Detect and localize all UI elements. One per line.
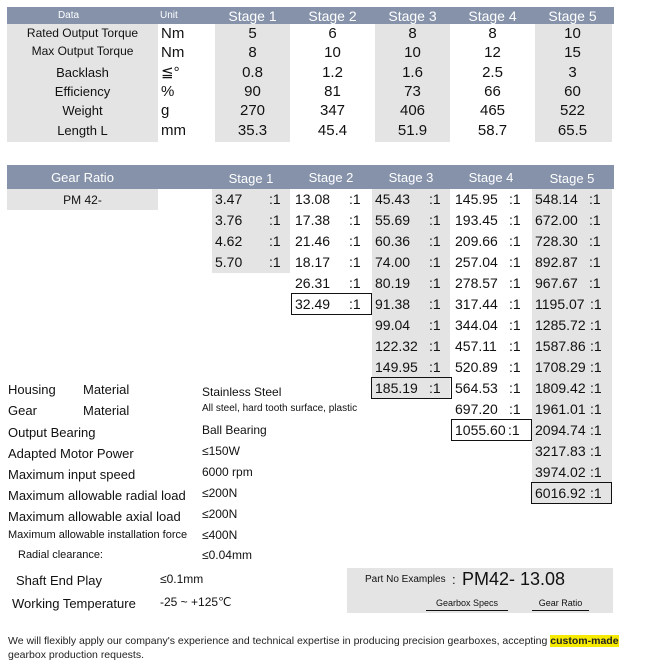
spec-header-stage-1: Stage 1 — [228, 8, 277, 24]
property-label: Adapted Motor Power — [8, 446, 134, 461]
ratio-value: 1195.07 — [535, 296, 585, 312]
spec-value: 3 — [568, 64, 577, 81]
ratio-suffix: :1 — [429, 317, 441, 333]
property-value: -25 ~ +125℃ — [160, 595, 232, 609]
spec-header-stage-2: Stage 2 — [308, 8, 357, 24]
spec-header-stage-4: Stage 4 — [468, 8, 517, 24]
ratio-value: 5.70 — [215, 254, 243, 270]
property-value: ≤0.04mm — [202, 548, 252, 562]
ratio-value: 3974.02 — [535, 464, 586, 480]
property-value: ≤150W — [202, 444, 240, 458]
spec-header-stage-3: Stage 3 — [388, 8, 437, 24]
ratio-value: 457.11 — [455, 338, 497, 354]
property-label: Housing — [8, 382, 56, 397]
ratio-box-stage-4 — [451, 419, 532, 441]
property-value: 6000 rpm — [202, 465, 253, 479]
spec-header-data: Data — [57, 10, 80, 21]
ratio-suffix: :1 — [589, 254, 601, 270]
ratio-value: 17.38 — [295, 212, 331, 228]
ratio-suffix: :1 — [590, 296, 602, 312]
part-no-colon: : — [452, 572, 456, 587]
ratio-value: 55.69 — [375, 212, 411, 228]
part-no-label: Part No Examples — [365, 574, 446, 585]
ratio-value: 32.49 — [295, 296, 331, 312]
ratio-suffix: :1 — [590, 443, 602, 459]
ratio-suffix: :1 — [509, 254, 521, 270]
property-label: Gear — [8, 403, 37, 418]
part-no-model-caption: Gearbox Specs — [435, 598, 499, 608]
spec-header-stage-5: Stage 5 — [548, 8, 597, 24]
ratio-value: 1961.01 — [535, 401, 586, 417]
ratio-value: 548.14 — [535, 191, 578, 207]
property-label: Output Bearing — [8, 425, 96, 440]
spec-value: 1.2 — [322, 64, 343, 81]
part-no-ratio: 13.08 — [520, 569, 566, 589]
ratio-suffix: :1 — [269, 254, 281, 270]
ratio-suffix: :1 — [589, 212, 601, 228]
spec-unit: Nm — [161, 25, 185, 42]
ratio-suffix: :1 — [429, 212, 441, 228]
ratio-suffix: :1 — [429, 380, 441, 396]
spec-value: 15 — [564, 44, 581, 61]
ratio-box-stage-2 — [291, 293, 372, 315]
footer-note — [8, 634, 644, 662]
ratio-header-stage-5: Stage 5 — [549, 171, 595, 186]
ratio-value: 185.19 — [375, 380, 418, 396]
ratio-value: 1587.86 — [535, 338, 586, 354]
spec-unit: % — [161, 83, 175, 100]
ratio-value: 2094.74 — [535, 422, 586, 438]
ratio-value: 45.43 — [375, 191, 411, 207]
ratio-value: 60.36 — [375, 233, 411, 249]
footer-highlight: custom-made — [550, 635, 619, 647]
ratio-suffix: :1 — [509, 191, 521, 207]
ratio-value: 3.76 — [215, 212, 243, 228]
ratio-suffix: :1 — [349, 296, 361, 312]
spec-header-unit: Unit — [160, 10, 178, 21]
property-sublabel: Material — [83, 403, 130, 418]
ratio-suffix: :1 — [509, 296, 521, 312]
ratio-value: 697.20 — [455, 401, 498, 417]
spec-value: 10 — [564, 25, 581, 42]
spec-value: 45.4 — [317, 122, 348, 139]
part-no-model: PM42- — [462, 569, 516, 589]
ratio-value: 18.17 — [295, 254, 331, 270]
ratio-value: 1809.42 — [535, 380, 586, 396]
ratio-value: 26.31 — [295, 275, 331, 291]
ratio-suffix: :1 — [349, 275, 361, 291]
ratio-header-stage-2: Stage 2 — [308, 170, 354, 185]
spec-value: 2.5 — [482, 64, 503, 81]
property-value: ≤200N — [202, 486, 238, 500]
ratio-suffix: :1 — [590, 464, 602, 480]
spec-value: 406 — [399, 102, 426, 119]
spec-value: 5 — [248, 25, 257, 42]
spec-value: 10 — [404, 44, 421, 61]
ratio-value: 257.04 — [455, 254, 498, 270]
ratio-suffix: :1 — [590, 338, 602, 354]
ratio-suffix: :1 — [269, 191, 281, 207]
spec-unit: g — [161, 102, 170, 119]
spec-value: 522 — [559, 102, 586, 119]
spec-value: 465 — [479, 102, 506, 119]
spec-label: Weight — [62, 103, 103, 118]
spec-value: 51.9 — [397, 122, 428, 139]
ratio-suffix: :1 — [269, 212, 281, 228]
spec-value: 66 — [484, 83, 501, 100]
spec-value: 90 — [244, 83, 261, 100]
property-value: Stainless Steel — [202, 385, 282, 399]
ratio-value: 1708.29 — [535, 359, 586, 375]
spec-unit: ≦° — [161, 64, 180, 81]
ratio-suffix: :1 — [349, 191, 361, 207]
spec-unit: mm — [161, 122, 186, 139]
ratio-value: 13.08 — [295, 191, 331, 207]
ratio-value: 6016.92 — [535, 485, 586, 501]
ratio-suffix: :1 — [509, 401, 521, 417]
spec-label: Max Output Torque — [31, 44, 134, 58]
property-value: ≤0.1mm — [160, 572, 204, 586]
ratio-suffix: :1 — [429, 191, 441, 207]
ratio-value: 728.30 — [535, 233, 578, 249]
ratio-header-stage-3: Stage 3 — [388, 170, 434, 185]
spec-value: 1.6 — [402, 64, 423, 81]
spec-value: 0.8 — [242, 64, 263, 81]
ratio-suffix: :1 — [509, 212, 521, 228]
property-label: Maximum input speed — [8, 467, 136, 482]
ratio-suffix: :1 — [508, 422, 520, 438]
ratio-value: 3.47 — [215, 191, 243, 207]
spec-label: Efficiency — [54, 84, 111, 99]
ratio-suffix: :1 — [349, 212, 361, 228]
ratio-suffix: :1 — [590, 401, 602, 417]
property-label: Maximum allowable radial load — [8, 488, 186, 503]
property-label: Radial clearance: — [18, 549, 103, 561]
property-label: Maximum allowable installation force — [8, 529, 188, 541]
ratio-suffix: :1 — [509, 359, 521, 375]
ratio-value: 149.95 — [375, 359, 418, 375]
spec-value: 8 — [488, 25, 497, 42]
spec-value: 60 — [564, 83, 581, 100]
spec-value: 8 — [248, 44, 257, 61]
ratio-suffix: :1 — [429, 338, 441, 354]
property-value: ≤200N — [202, 507, 238, 521]
ratio-value: 80.19 — [375, 275, 411, 291]
spec-label: Length L — [57, 123, 108, 138]
spec-value: 35.3 — [237, 122, 268, 139]
ratio-suffix: :1 — [590, 317, 602, 333]
ratio-value: 91.38 — [375, 296, 411, 312]
property-value: ≤400N — [202, 528, 238, 542]
ratio-header-stage-1: Stage 1 — [228, 171, 274, 186]
ratio-value: 193.45 — [455, 212, 498, 228]
spec-label: Backlash — [56, 65, 109, 80]
ratio-value: 1285.72 — [535, 317, 586, 333]
property-value: Ball Bearing — [202, 423, 267, 437]
ratio-suffix: :1 — [589, 233, 601, 249]
ratio-value: 3217.83 — [535, 443, 586, 459]
spec-value: 58.7 — [477, 122, 508, 139]
ratio-suffix: :1 — [429, 275, 441, 291]
ratio-suffix: :1 — [590, 485, 602, 501]
spec-value: 347 — [319, 102, 346, 119]
ratio-value: 672.00 — [535, 212, 578, 228]
ratio-suffix: :1 — [509, 380, 521, 396]
ratio-suffix: :1 — [509, 233, 521, 249]
footer-text-before: We will flexibly apply our company's experience and technical expertise in producing precision gearboxes, accepting — [8, 635, 551, 647]
spec-value: 6 — [328, 25, 337, 42]
ratio-suffix: :1 — [429, 254, 441, 270]
ratio-value: 1055.60 — [455, 422, 506, 438]
property-label: Maximum allowable axial load — [8, 509, 181, 524]
spec-value: 65.5 — [557, 122, 588, 139]
ratio-value: 344.04 — [455, 317, 498, 333]
footer-text-after: gearbox production requests. — [8, 649, 145, 661]
ratio-suffix: :1 — [509, 275, 521, 291]
ratio-suffix: :1 — [429, 359, 441, 375]
spec-unit: Nm — [161, 44, 185, 61]
property-label: Shaft End Play — [16, 573, 102, 588]
spec-value: 73 — [404, 83, 421, 100]
ratio-value: 278.57 — [455, 275, 498, 291]
ratio-suffix: :1 — [509, 317, 521, 333]
ratio-value: 967.67 — [535, 275, 578, 291]
ratio-header-stage-4: Stage 4 — [468, 170, 514, 185]
ratio-suffix: :1 — [590, 422, 602, 438]
ratio-value: 317.44 — [455, 296, 498, 312]
ratio-suffix: :1 — [589, 275, 601, 291]
spec-value: 270 — [239, 102, 266, 119]
part-no-ratio-caption: Gear Ratio — [538, 598, 583, 608]
spec-value: 8 — [408, 25, 417, 42]
spec-value: 10 — [324, 44, 341, 61]
ratio-value: 99.04 — [375, 317, 411, 333]
ratio-value: 892.87 — [535, 254, 578, 270]
ratio-value: 520.89 — [455, 359, 498, 375]
ratio-value: 21.46 — [295, 233, 331, 249]
ratio-suffix: :1 — [589, 191, 601, 207]
ratio-box-stage-3 — [371, 377, 452, 399]
ratio-value: 564.53 — [455, 380, 498, 396]
ratio-suffix: :1 — [590, 380, 602, 396]
property-label: Working Temperature — [12, 596, 136, 611]
ratio-suffix: :1 — [429, 296, 441, 312]
ratio-value: 122.32 — [375, 338, 418, 354]
ratio-box-stage-5 — [531, 482, 612, 504]
spec-label: Rated Output Torque — [26, 26, 139, 40]
ratio-suffix: :1 — [509, 338, 521, 354]
ratio-suffix: :1 — [269, 233, 281, 249]
property-sublabel: Material — [83, 382, 130, 397]
spec-value: 12 — [484, 44, 501, 61]
spec-value: 81 — [324, 83, 341, 100]
ratio-suffix: :1 — [590, 359, 602, 375]
ratio-model: PM 42- — [63, 193, 102, 207]
ratio-suffix: :1 — [429, 233, 441, 249]
ratio-value: 4.62 — [215, 233, 243, 249]
ratio-suffix: :1 — [349, 233, 361, 249]
ratio-title: Gear Ratio — [51, 170, 114, 185]
ratio-suffix: :1 — [349, 254, 361, 270]
ratio-value: 145.95 — [455, 191, 498, 207]
ratio-value: 209.66 — [455, 233, 498, 249]
ratio-value: 74.00 — [375, 254, 411, 270]
property-value: All steel, hard tooth surface, plastic — [202, 403, 358, 414]
